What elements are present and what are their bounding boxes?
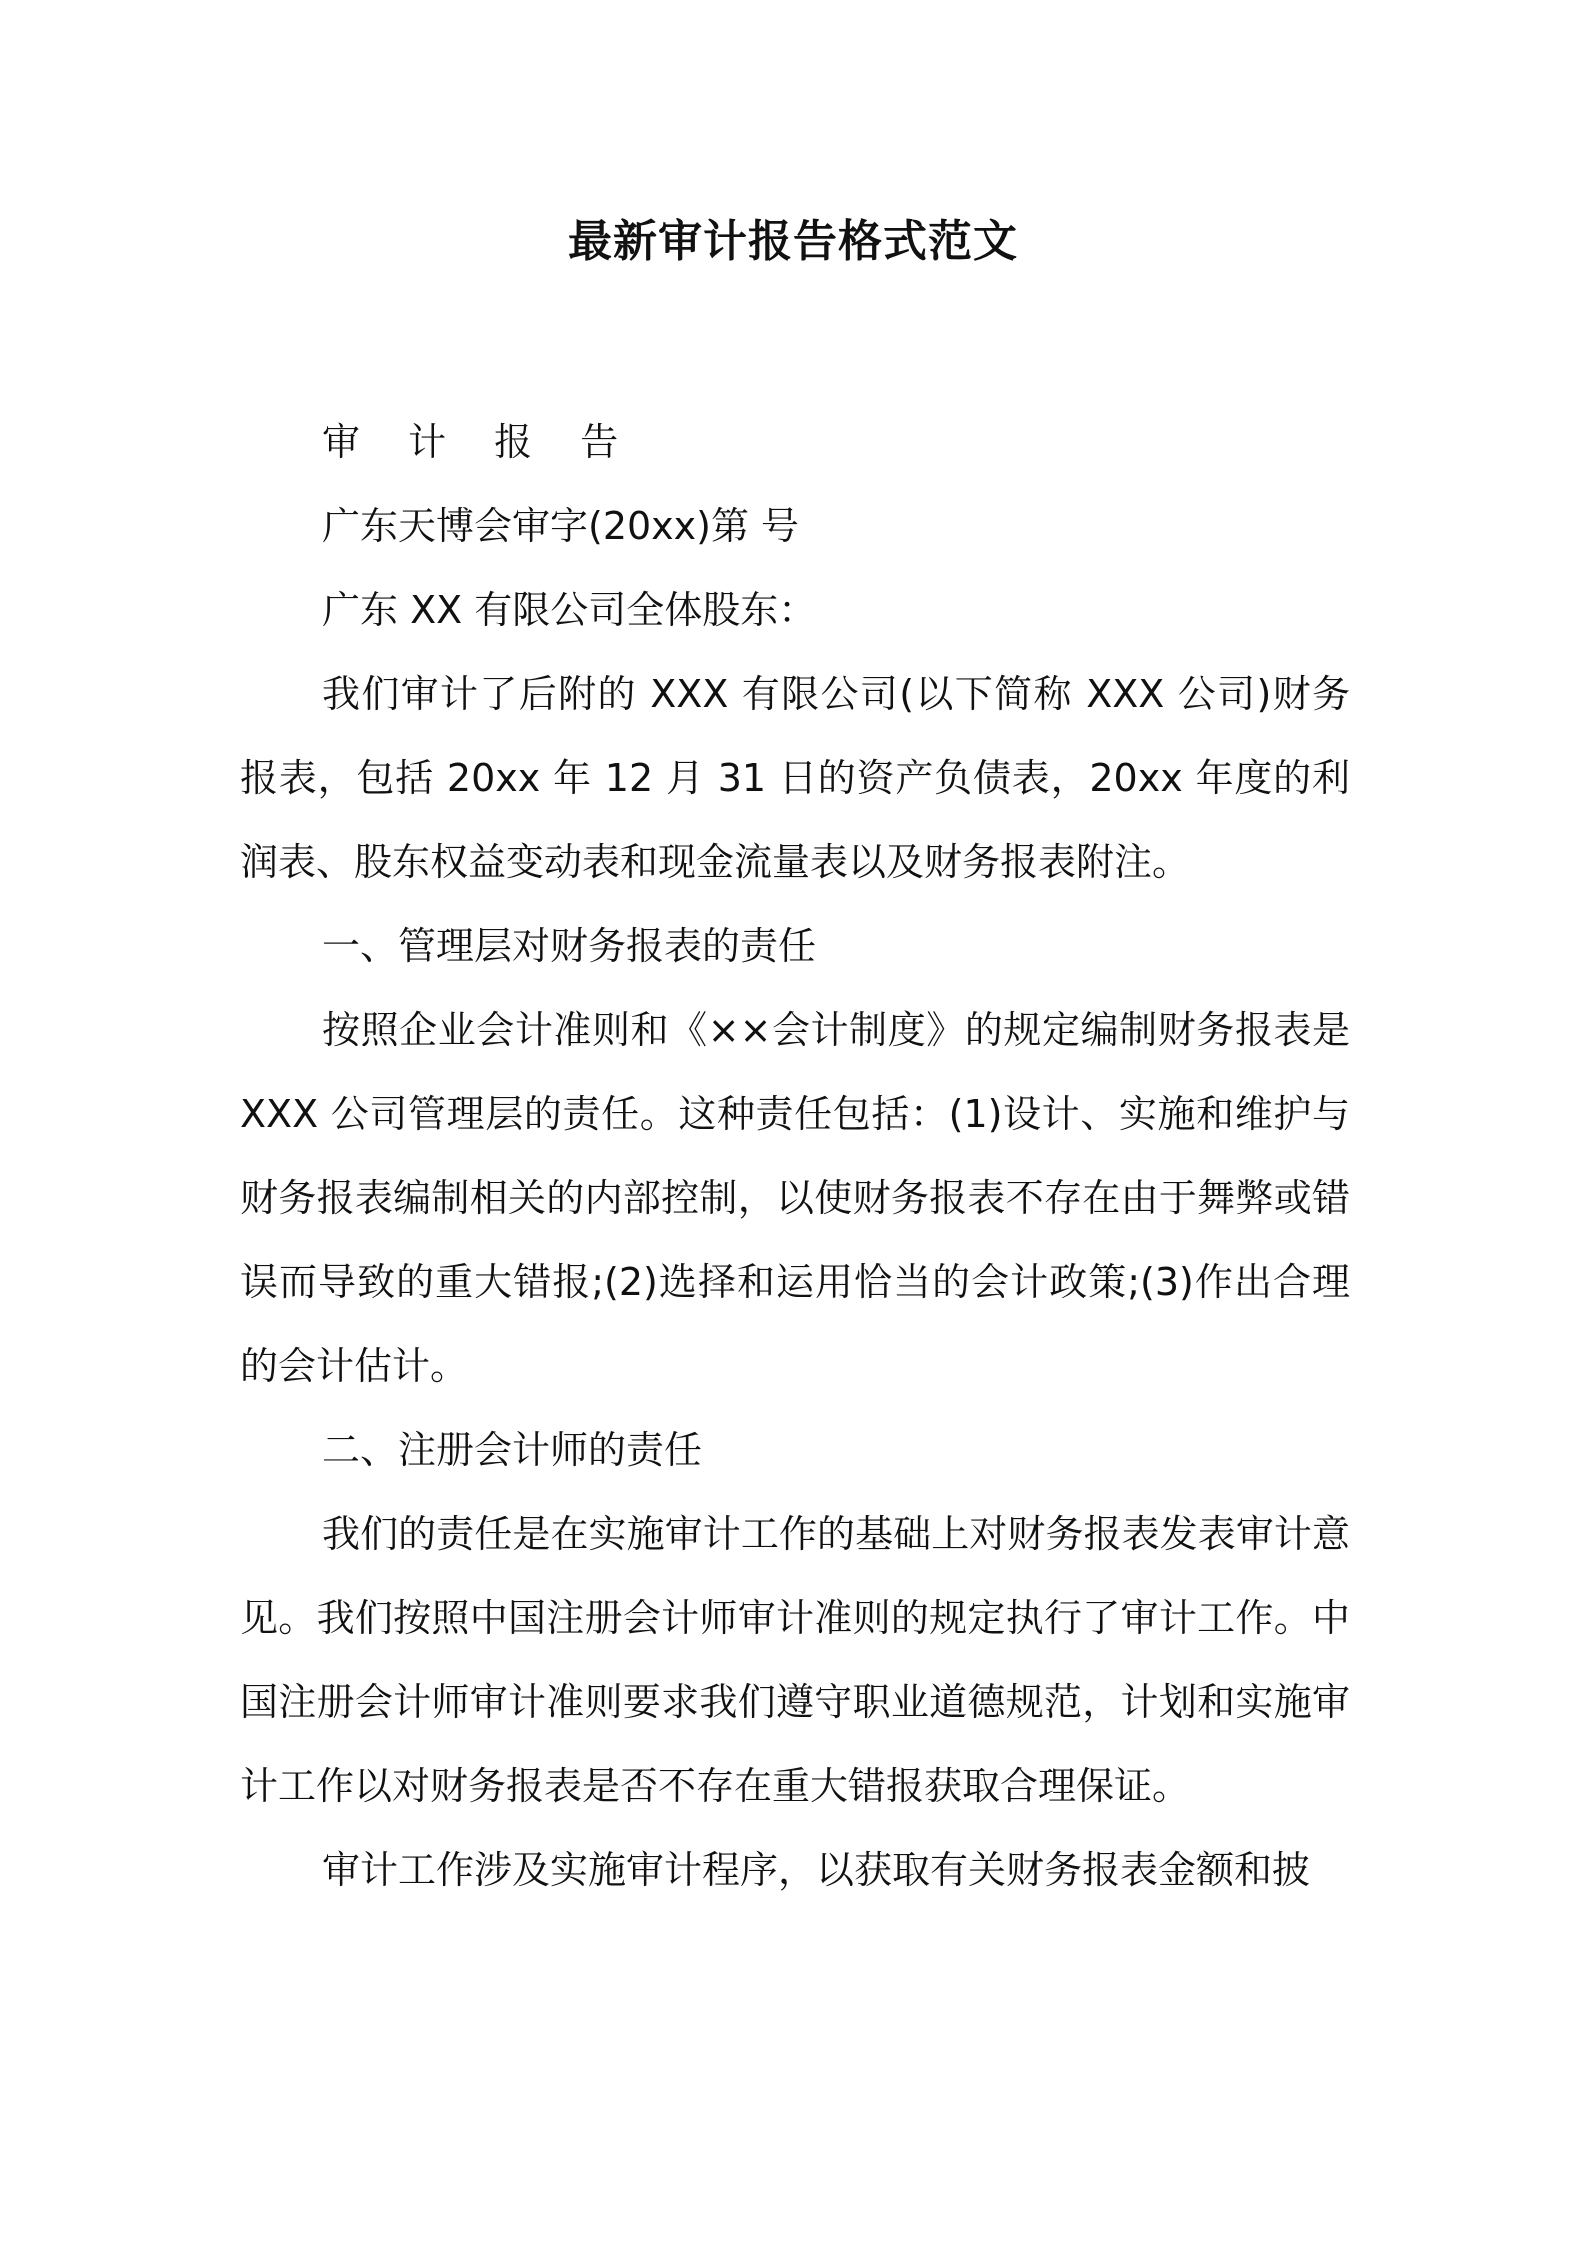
addressee: 广东 XX 有限公司全体股东： (322, 588, 817, 632)
section1-heading: 一、管理层对财务报表的责任 (322, 924, 817, 968)
intro-paragraph: 我们审计了后附的 XXX 有限公司(以下简称 XXX 公司)财务报表，包括 20xx 年 12 月 31 日的资产负债表，20xx 年度的利润表、股东权益变动表和现金流量表以及财务报表附注。 (240, 672, 1350, 884)
section2-heading: 二、注册会计师的责任 (322, 1428, 703, 1472)
report-number: 广东天博会审字(20xx)第 号 (322, 504, 800, 548)
section2-paragraph: 我们的责任是在实施审计工作的基础上对财务报表发表审计意见。我们按照中国注册会计师审计准则的规定执行了审计工作。中国注册会计师审计准则要求我们遵守职业道德规范，计划和实施审计工作以对财务报表是否不存在重大错报获取合理保证。 (240, 1512, 1350, 1808)
document-body (240, 400, 1350, 1912)
section2-paragraph-continued: 审计工作涉及实施审计程序，以获取有关财务报表金额和披 (322, 1848, 1311, 1892)
report-heading: 审 计 报 告 (322, 420, 637, 464)
section1-paragraph: 按照企业会计准则和《××会计制度》的规定编制财务报表是 XXX 公司管理层的责任。这种责任包括：(1)设计、实施和维护与财务报表编制相关的内部控制，以使财务报表不存在由于舞弊或错误而导致的重大错报;(2)选择和运用恰当的会计政策;(3)作出合理的会计估计。 (240, 1008, 1350, 1388)
document-title: 最新审计报告格式范文 (568, 216, 1018, 267)
